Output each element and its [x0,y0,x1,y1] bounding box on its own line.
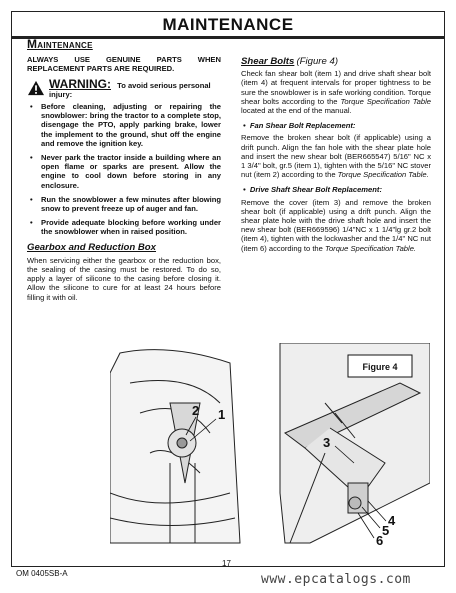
torque-table-ref: Torque Specification Table. [337,170,429,180]
warning-triangle-icon [27,80,45,96]
drive-shaft-heading: • Drive Shaft Shear Bolt Replacement: [243,185,382,195]
shear-bolts-figure-ref: (Figure 4) [296,56,339,67]
warning-bullet: • Run the snowblower a few minutes after blowing snow to prevent freeze up of auger and fan. [27,195,221,213]
warning-label: WARNING: [49,76,111,91]
warning-block [27,76,221,99]
page-title: MAINTENANCE [162,15,294,34]
callout-6: 6 [376,533,384,548]
document-code: OM 0405SB-A [16,569,68,578]
fan-shear-heading: • Fan Shear Bolt Replacement: [243,121,356,131]
callout-4: 4 [388,513,396,528]
figure-4-label: Figure 4 [362,362,398,372]
warning-bullet: • Before cleaning, adjusting or repairing the snowblower: bring the tractor to a complete stop, disengage the PTO, apply parking brake, lower the implement to the ground, shut off the engine and remove the ignition key. [27,102,221,148]
drive-shaft-heading-text: Drive Shaft Shear Bolt Replacement: [249,185,382,195]
shear-text-a: Check fan shear bolt (item 1) and drive shaft shear bolt (item 4) at frequent intervals for proper tightness to be sure the snowblower is in safe working condition. Torque shear bolts according to the [241,69,431,106]
maintenance-section-title: Maintenance [27,37,93,51]
callout-2: 2 [192,403,200,418]
torque-table-ref: Torque Specification Table [340,96,432,106]
genuine-parts-notice: ALWAYS USE GENUINE PARTS WHEN REPLACEMENT PARTS ARE REQUIRED. [27,55,221,74]
watermark-url: www.epcatalogs.com [261,572,411,587]
figure-4-illustration [110,343,430,548]
callout-3: 3 [323,435,331,450]
fan-text-a: Remove the broken shear bolt (if applicable) using a drift punch. Align the fan hole with the shear plate hole and insert the new shear bolt (BER665547) 5/16" NC x 1 3/4" bolt, gr.5 (item 1), tighten with the 5/16" NC stover nut (item 2) according to the [241,133,431,180]
drive-text-a: Remove the cover (item 3) and remove the broken shear bolt (if applicable) using a drift punch. Align the shear plate hole with the drive shaft hole and insert the new shear bolt (BER669596) 1/4"NC x 1 1/4"lg gr.2 bolt (item 4), tighten with the lockwasher and the 1/4" NC nut (item 6) according to the [241,197,431,253]
right-column [241,57,431,259]
shear-bolts-title: Shear Bolts [241,56,295,67]
figure-4-label-box [348,355,412,377]
gearbox-paragraph: When servicing either the gearbox or the reduction box, the sealing of the casing must be restored. To do so, apply a layer of silicone to the casing before closing it. Allow the silicone to cure for at least 24 hours before filling it with oil. [27,255,221,302]
drive-shaft-paragraph [241,198,431,253]
warning-intro: To avoid serious personal injury: [49,80,211,99]
torque-table-ref: Torque Specification Table. [325,243,417,253]
shear-bolts-heading [241,57,431,66]
left-column [27,37,221,308]
callout-1: 1 [218,407,226,422]
warning-bullet-list [27,102,221,237]
warning-bullet: • Provide adequate blocking before working under the snowblower when in raised position. [27,218,221,236]
warning-bullet: • Never park the tractor inside a building where an open flame or sparks are present. Allow the engine to cool down before storing in any enclosure. [27,153,221,190]
fan-shear-paragraph [241,133,431,179]
header-bar [12,12,444,39]
shear-bolts-paragraph [241,69,431,115]
gearbox-section-title: Gearbox and Reduction Box [27,241,157,253]
callout-5: 5 [382,523,390,538]
shear-text-b: located at the end of the manual. [241,106,352,116]
fan-shear-heading-text: Fan Shear Bolt Replacement: [249,121,356,131]
fan-illustration [110,350,240,543]
page-number: 17 [222,559,231,568]
